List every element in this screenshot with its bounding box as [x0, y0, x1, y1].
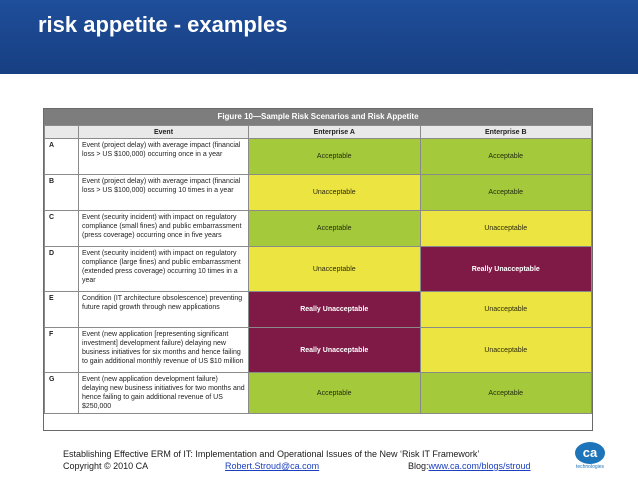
- risk-table: [44, 125, 592, 414]
- table-header-row: [45, 126, 592, 139]
- enterprise-a-cell: Acceptable: [249, 373, 421, 414]
- event-column-header: Event: [79, 126, 249, 139]
- event-cell: Event (new application development failure) delaying new business initiatives for two months and hence failing to gain additional revenue of US $250,000: [79, 373, 249, 414]
- enterprise-a-cell: Really Unacceptable: [249, 328, 421, 373]
- enterprise-b-cell: Acceptable: [420, 373, 592, 414]
- row-id: A: [45, 139, 79, 175]
- enterprise-b-cell: Acceptable: [420, 139, 592, 175]
- slide-title: risk appetite - examples: [38, 12, 288, 37]
- risk-appetite-figure: [43, 108, 593, 431]
- event-cell: Event (project delay) with average impact (financial loss > US $100,000) occurring 10 times in a year: [79, 175, 249, 211]
- enterprise-a-cell: Acceptable: [249, 211, 421, 247]
- footer-source-line: Establishing Effective ERM of IT: Implementation and Operational Issues of the New ‘Risk IT Framework’: [63, 449, 480, 459]
- footer-credits: [63, 460, 563, 472]
- event-cell: Event (project delay) with average impact (financial loss > US $100,000) occurring once in a year: [79, 139, 249, 175]
- slide-header: [0, 0, 638, 74]
- enterprise-a-cell: Acceptable: [249, 139, 421, 175]
- enterprise-b-cell: Really Unacceptable: [420, 247, 592, 292]
- event-cell: Condition (IT architecture obsolescence) preventing future rapid growth through new applications: [79, 292, 249, 328]
- event-cell: Event (security incident) with impact on regulatory compliance (large fines) and public embarrassment (extended press coverage) occurring 10 times in a year: [79, 247, 249, 292]
- ca-logo-subtitle: technologies: [575, 464, 605, 470]
- enterprise-a-column-header: Enterprise A: [249, 126, 421, 139]
- enterprise-b-column-header: Enterprise B: [420, 126, 592, 139]
- row-id: B: [45, 175, 79, 211]
- row-id: F: [45, 328, 79, 373]
- table-row: [45, 139, 592, 175]
- row-id: E: [45, 292, 79, 328]
- row-id: C: [45, 211, 79, 247]
- blog-credit: [408, 460, 531, 472]
- row-id: D: [45, 247, 79, 292]
- enterprise-b-cell: Unacceptable: [420, 292, 592, 328]
- enterprise-b-cell: Unacceptable: [420, 211, 592, 247]
- enterprise-a-cell: Unacceptable: [249, 175, 421, 211]
- table-row: [45, 175, 592, 211]
- ca-technologies-logo: [570, 442, 610, 476]
- table-row: [45, 211, 592, 247]
- table-row: [45, 373, 592, 414]
- slide-footer: [63, 448, 563, 472]
- copyright-text: Copyright © 2010 CA: [63, 461, 149, 471]
- enterprise-a-cell: Unacceptable: [249, 247, 421, 292]
- table-row: [45, 292, 592, 328]
- enterprise-b-cell: Unacceptable: [420, 328, 592, 373]
- enterprise-a-cell: Really Unacceptable: [249, 292, 421, 328]
- event-cell: Event (security incident) with impact on regulatory compliance (small fines) and public embarrassment (press coverage) occurring once in five years: [79, 211, 249, 247]
- figure-title: Figure 10—Sample Risk Scenarios and Risk Appetite: [44, 109, 592, 125]
- event-cell: Event (new application [representing significant investment] development failure) delaying new business initiatives for six months and hence failing to gain additional monthly revenue of US $10 million: [79, 328, 249, 373]
- blog-link[interactable]: www.ca.com/blogs/stroud: [428, 461, 531, 471]
- row-id: G: [45, 373, 79, 414]
- table-row: [45, 328, 592, 373]
- ca-logo-mark: ca: [575, 442, 605, 464]
- author-email-link[interactable]: Robert.Stroud@ca.com: [225, 461, 320, 471]
- enterprise-b-cell: Acceptable: [420, 175, 592, 211]
- id-column-header: [45, 126, 79, 139]
- table-row: [45, 247, 592, 292]
- blog-label: Blog:: [408, 461, 429, 471]
